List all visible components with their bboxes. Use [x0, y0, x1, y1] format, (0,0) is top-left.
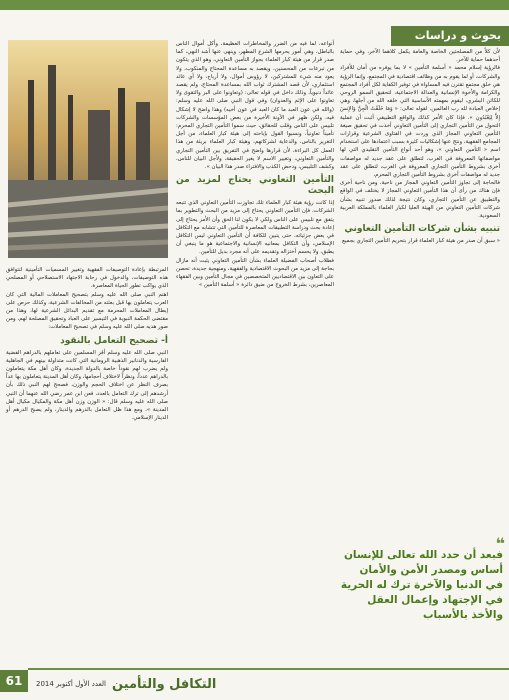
issue-label: العدد الأول أكتوبر 2014	[36, 680, 106, 688]
pull-quote	[340, 534, 505, 643]
pull-quote-text: فبعد أن حدد الله تعالى للإنسان أساس ومصدر الأمن والأمان في الدنيا والآخرة ترك له الحرية في الإجتهاد وإعمال العقل والأخذ بالأسباب	[340, 549, 503, 621]
footer-divider	[28, 668, 509, 670]
paragraph: فطلاب أصحاب الفضيلة العلماء بشأن التأمين التعاوني يثبت أنه مازال بحاجة إلى مزيد من البحوث الاقتصادية والفقهية، ومنهجية جديدة، تحصن على التعاون بين الاقتصاديين المتخصصين في مجال التأمين وبين الفقهاء المعاصرين، بشرط الخروج من ضيق دائرة « أسلمة التأمين »	[176, 257, 334, 289]
refinery-photo	[8, 40, 168, 258]
section-heading: التأمين التعاوني يحتاج لمزيد من البحث	[176, 175, 334, 197]
refinery-illustration	[8, 40, 168, 258]
page-footer	[0, 664, 509, 700]
paragraph: فالرؤية إسلام محمد « أسلمة التأمين » لا بما يوفره من أمان للأفراد والشركات، أو لما يقوم به من وظائف اقتصادية في المجتمع، وإنما الرؤية هي خلق مجتمع تقترن فيه المساواة في توفير الكفاية لكل أفراد المجتمع والكرامة والأخوة الإنسانية والعدالة الاجتماعية، لتحقيق السمو الروحي للكائن البشري، ليقوم بمهمته الأساسية التي خلقه الله من أجلها، وهي إخلاص العبادة لله رب العالمين، لقوله تعالى: « وَمَا خَلَقْتُ الْجِنَّ وَالإِنسَ إِلاَّ لِيَعْبُدُونِ ». فإذا كان الأمر كذلك والواقع التطبيقي أثبت أن عملية التحول من التأمين التجاري إلى التأمين التعاوني أخذت في تحقيق صيغة التأمين التعاوني المجاز الذي وردت في الفتاوى الشرعية وقرارات المجامع الفقهية، ونتج عنها إشكاليات كثيرة بسبب اعتمادها على استخدام اسم « التأمين التعاوني »، وهو أحد أنواع التأمين التقليدي التي لها مواصفاتها المعروفة في الغرب، لتطلق على عقد جديد له مواصفات أخرى بشروط التأمين التجاري المعروفة في الغرب، لتطلق على عقد جديد له مواصفات أخرى بشروط التأمين التجاري المحرم،	[340, 65, 500, 179]
magazine-logo: التكافل والتأمين	[112, 677, 217, 692]
quote-mark-icon: ❝	[495, 534, 505, 553]
paragraph: فالحاجة إلى تجاوز التأمين التعاوني المجاز من ناحية، ومن ناحية أخرى فإن هناك من رأى أن هذا التأمين التعاوني المجاز لا يختلف في الواقع والتطبيق عن التأمين التجاري، وكان نتيجة لذلك صدور تنبيه بشأن شركات التأمين التعاوني من الهيئة العليا لكبار العلماء بالمملكة العربية السعودية.	[340, 180, 500, 220]
top-color-band	[0, 0, 509, 10]
paragraph: النبي صلى الله عليه وسلم أقر المسلمين على تعاملهم بالدراهم الفضية الفارسية والدنانير الذهبية الرومانية التي كانت متداولة بينهم في الجاهلية ولم يضرب لهم نقوداً خاصة بالدولة الجديدة، وكان أهل مكة يتعاملون بالدراهم عدداً، ونظراً لاختلاف أحجامها، وكان أهل المدينة يتعاملون بها عداً بصرف النظر عن اختلاف الحجم والوزن، فصحح لهم النبي ذلك بأن أرشدهم إلى ترك التعامل بالعدد، فعن ابن عمر رضي الله عنهما أن النبي صلى الله عليه وسلم قال: « الوزن وزن أهل مكة والمكيال مكيال أهل المدينة »، ومع هذا ظل التعامل بالدرهم والدينار، ولم يصبح الدرهم أو الدينار الإسلامي.	[6, 349, 168, 422]
paragraph: لأن كلاً من المصلحتين الخاصة والعامة يكمل كلاهما الآخر، وفي حماية أحدهما حماية للآخر.	[340, 49, 500, 64]
paragraph: إذا كانت رؤية هيئة كبار العلماء تلك تجاوزت التأمين التعاوني الذي تتبعه الشركات، فإن التأمين التعاوني يحتاج إلى مزيد من البحث والتطوير بما يتفق مع تلبيس على الناس ولكي لا يكون لنا الحق وأن الأمر يحتاج إلى إعادة بحث ودراسة التطبيقات المعاصرة للتأمين التي تتشابه مع التكافل في بعض جزئياته، حتى يتبين للكافة أن التأمين التعاوني ليس التكافل الإسلامي، وأن التكافل بمعانيه الإنسانية والاجتماعية هو ما ينبغي أن يطبق، ولا يحسم أختزاله وتقديمه على أنه مجرد بديل للتأمين.	[176, 200, 334, 256]
section-title: بحوث و دراسات	[391, 26, 509, 46]
section-heading: تنبيه بشأن شركات التأمين التعاوني	[344, 224, 500, 235]
middle-column	[176, 40, 334, 289]
page-number: 61	[0, 670, 28, 692]
left-column	[6, 266, 168, 422]
paragraph: اهتم النبي صلى الله عليه وسلم بتصحيح المعاملات المالية التي كان العرب يتعاملون بها قبل بعثته من المخالفات الشرعية، وكذلك حرص على إبطال المعاملات المحرمة مع تقديم البدائل الشرعية لها، وهذا من مقتضى الحكمة النبوية في التيسير على العباد وتحقيق المصلحة لهم، ومن صور هديه صلى الله عليه وسلم في تصحيح المعاملات:	[6, 291, 168, 331]
right-column	[340, 48, 500, 245]
paragraph: « سبق أن صدر من هيئة كبار العلماء قرار بتحريم التأمين التجاري بجميع	[342, 238, 500, 245]
paragraph: أنواعه، لما فيه من الضرر والمخاطرات العظيمة، وأكل أموال الناس بالباطل، وهي أمور يحرمها الشرع المطهر، وينهى عنها أشد النهي، كما صدر قرار من هيئة كبار العلماء بجواز التأمين التعاوني، وهو الذي يتكون من تبرعات من المحسنين، ويقصد به مساعدة المحتاج والمنكوب، ولا يعود منه شيء للمشتركين، لا رؤوس أموال، ولا أرباح، ولا أي عائد استثماري، لأن قصد المشترك ثواب الله بمساعدة المحتاج، ولم يقصد عائداً دنيوياً، وذلك داخل في قوله تعالى: (وتعاونوا على البر والتقوى ولا تعاونوا على الإثم والعدوان) وفي قول النبي صلى الله عليه وسلم: (والله في عون العبد ما كان العبد في عون أخيه) وهذا واضح لا إشكال فيه، ولكن ظهر في الآونة الأخيرة من بعض المؤسسات والشركات تلبيس على الناس وقلب للحقائق، حيث سموا التأمين التجاري المحرم: تأميناً تعاونياً، ونسبوا القول بإباحته إلى هيئة كبار العلماء، من أجل التغرير بالناس، والدعاية لشركاتهم، وهيئة كبار العلماء بريئة من هذا العمل كل البراءة، لأن قرارها واضح في التفريق بين التأمين التجاري والتأمين التعاوني، وتغيير الاسم لا يغير الحقيقة، ولأجل البيان للناس، وكشف التلبيس، ودحض الكذب والافتراء صدر هذا البيان ».	[176, 41, 334, 171]
photo-caption-paragraph: المرتبطة بإعادة التوصيفات الفقهية وتغيير المسميات التأمينية لتتوافق هذه التوصيفات، والدخول في رحابة الاجتهاد الاستصلاحي أو المصلحي الذي يواكب تطور الحياة المعاصرة.	[6, 267, 168, 290]
section-heading: أ- تصحيح التعامل بالنقود	[60, 335, 168, 346]
